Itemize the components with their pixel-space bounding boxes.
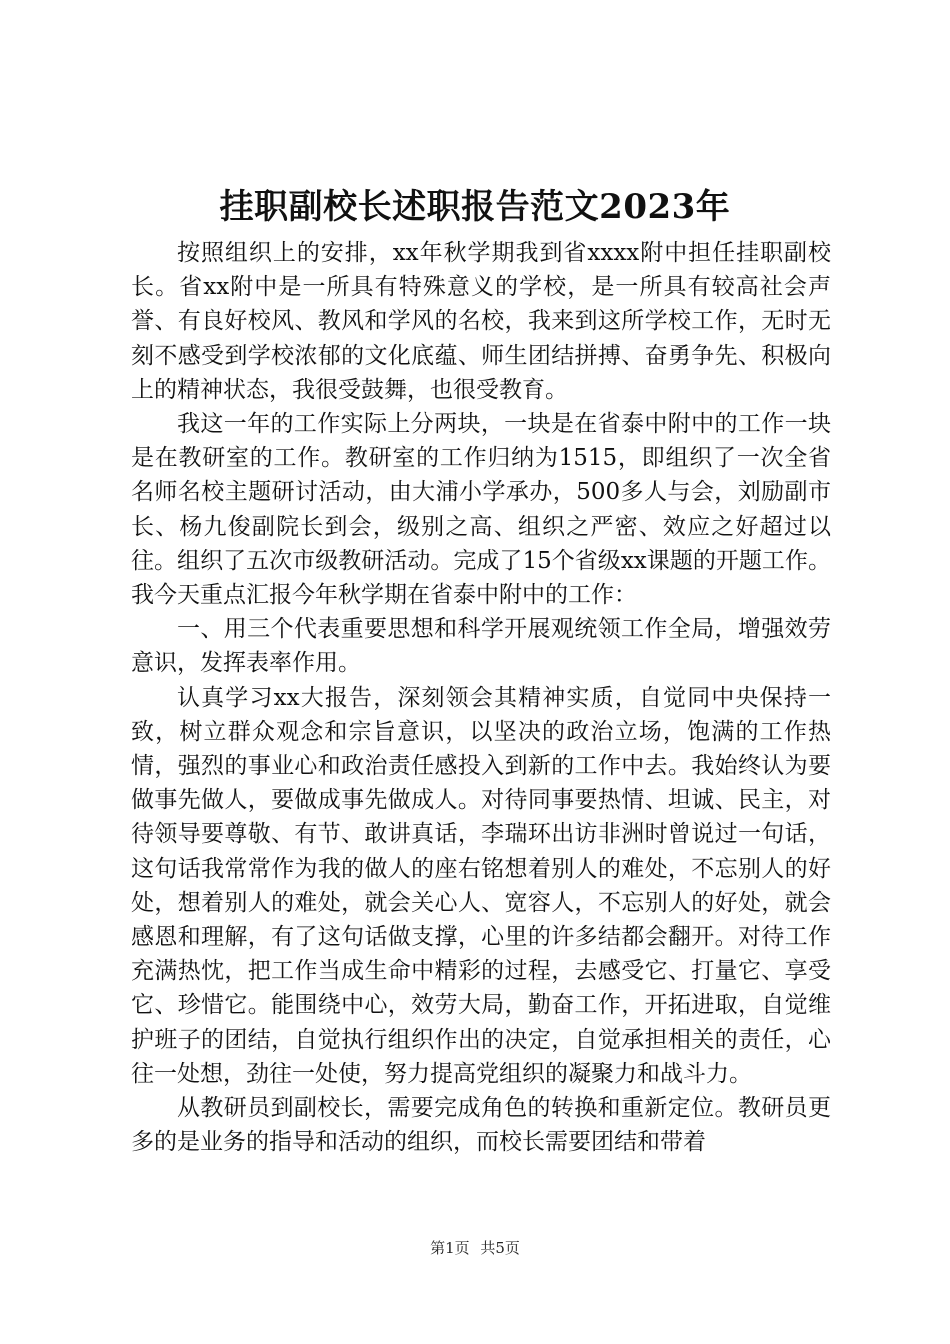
page-number: 第1页 <box>430 1239 470 1257</box>
paragraph-2: 我这一年的工作实际上分两块，一块是在省泰中附中的工作一块是在教研室的工作。教研室的工作归纳为1515，即组织了一次全省名师名校主题研讨活动，由大浦小学承办，500多人与会，刘励副市长、杨九俊副院长到会，级别之高、组织之严密、效应之好超过以往。组织了五次市级教研活动。完成了15个省级xx课题的开题工作。我今天重点汇报今年秋学期在省泰中附中的工作： <box>131 411 831 609</box>
paragraph-4: 认真学习xx大报告，深刻领会其精神实质，自觉同中央保持一致，树立群众观念和宗旨意识，以坚决的政治立场，饱满的工作热情，强烈的事业心和政治责任感投入到新的工作中去。我始终认为要做事先做人，要做成事先做成人。对待同事要热情、坦诚、民主，对待领导要尊敬、有节、敢讲真话，李瑞环出访非洲时曾说过一句话，这句话我常常作为我的做人的座右铭想着别人的难处，不忘别人的好处，想着别人的难处，就会关心人、宽容人，不忘别人的好处，就会感恩和理解，有了这句话做支撑，心里的许多结都会翻开。对待工作充满热忱，把工作当成生命中精彩的过程，去感受它、打量它、享受它、珍惜它。能围绕中心，效劳大局，勤奋工作，开拓进取，自觉维护班子的团结，自觉执行组织作出的决定，自觉承担相关的责任，心往一处想，劲往一处使，努力提高党组织的凝聚力和战斗力。 <box>131 684 831 1087</box>
paragraph-3: 一、用三个代表重要思想和科学开展观统领工作全局，增强效劳意识，发挥表率作用。 <box>131 616 831 677</box>
paragraph-5: 从教研员到副校长，需要完成角色的转换和重新定位。教研员更多的是业务的指导和活动的组织，而校长需要团结和带着 <box>131 1095 831 1156</box>
document-title: 挂职副校长述职报告范文2023年 <box>219 187 731 227</box>
page-total: 共5页 <box>480 1239 520 1257</box>
page-footer <box>0 1238 950 1258</box>
document-body <box>131 236 831 1159</box>
paragraph-1: 按照组织上的安排，xx年秋学期我到省xxxx附中担任挂职副校长。省xx附中是一所具有特殊意义的学校，是一所具有较高社会声誉、有良好校风、教风和学风的名校，我来到这所学校工作，无时无刻不感受到学校浓郁的文化底蕴、师生团结拼搏、奋勇争先、积极向上的精神状态，我很受鼓舞，也很受教育。 <box>131 240 831 403</box>
